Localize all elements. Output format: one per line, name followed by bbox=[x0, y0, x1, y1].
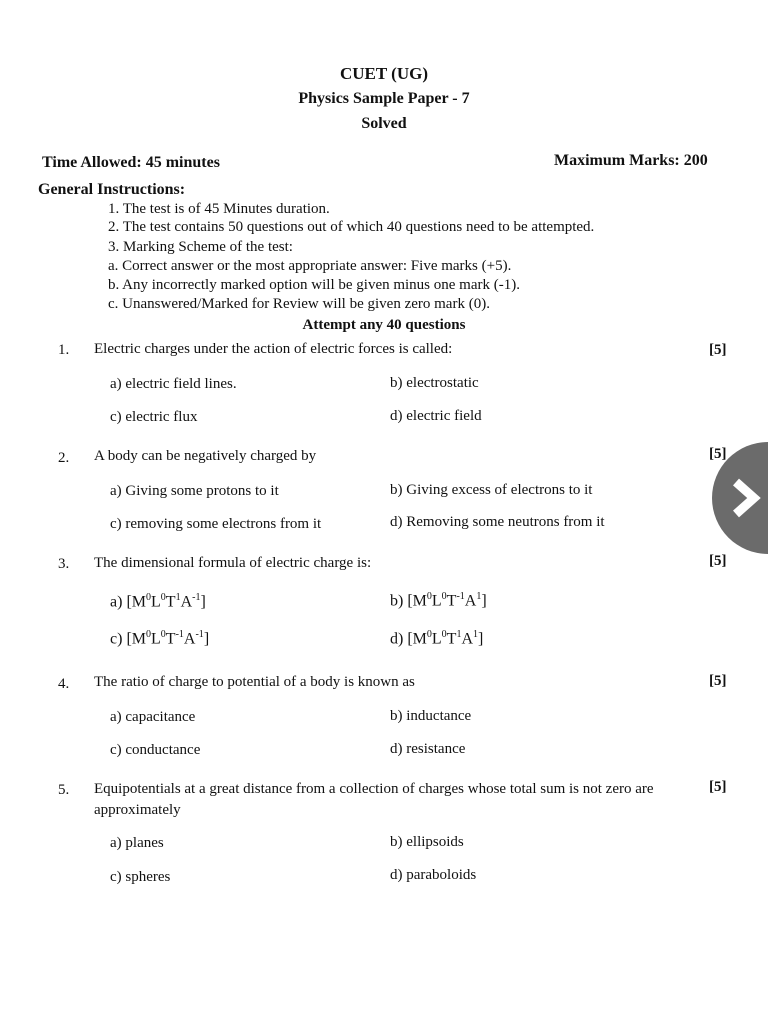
question-marks: [5] bbox=[709, 779, 727, 795]
question-number: 5. bbox=[58, 782, 70, 798]
option-b: b) electrostatic bbox=[390, 375, 479, 391]
option-c: c) removing some electrons from it bbox=[110, 516, 322, 532]
question-number: 3. bbox=[58, 556, 70, 572]
option-c: c) conductance bbox=[110, 742, 201, 758]
question-text: Equipotentials at a great distance from a collection of charges whose total sum is not zero are approximately bbox=[94, 781, 654, 818]
option-d: d) electric field bbox=[390, 408, 482, 424]
instruction-item: a. Correct answer or the most appropriate answer: Five marks (+5). bbox=[108, 258, 512, 274]
question-text: The ratio of charge to potential of a body is known as bbox=[94, 674, 415, 690]
maximum-marks: Maximum Marks: 200 bbox=[554, 152, 708, 169]
time-allowed: Time Allowed: 45 minutes bbox=[42, 154, 220, 171]
question-number: 1. bbox=[58, 342, 70, 358]
option-c: c) spheres bbox=[110, 869, 171, 885]
option-d-formula: d) $[M^0L^0T^1A^1]$ bbox=[390, 629, 484, 648]
question-marks: [5] bbox=[709, 342, 727, 358]
question-number: 2. bbox=[58, 450, 70, 466]
option-c: c) electric flux bbox=[110, 409, 198, 425]
question-text: The dimensional formula of electric charge is: bbox=[94, 555, 372, 571]
instruction-item: 1. The test is of 45 Minutes duration. bbox=[108, 201, 330, 217]
question-number: 4. bbox=[58, 676, 70, 692]
paper-status: Solved bbox=[361, 115, 407, 132]
option-a-formula: a) $[M^0L^0T^1A^{-1}]$ bbox=[110, 592, 206, 611]
document-title: CUET (UG) bbox=[340, 64, 428, 83]
option-a: a) electric field lines. bbox=[110, 376, 237, 392]
option-a: a) planes bbox=[110, 835, 164, 851]
option-a: a) capacitance bbox=[110, 709, 196, 725]
instruction-item: 3. Marking Scheme of the test: bbox=[108, 239, 293, 255]
attempt-note: Attempt any 40 questions bbox=[302, 317, 466, 333]
question-text: Electric charges under the action of electric forces is called: bbox=[94, 341, 453, 357]
instruction-item: c. Unanswered/Marked for Review will be given zero mark (0). bbox=[108, 296, 490, 312]
paper-subtitle: Physics Sample Paper - 7 bbox=[298, 90, 470, 107]
option-b: b) inductance bbox=[390, 708, 472, 724]
chevron-right-icon bbox=[728, 476, 768, 520]
question-marks: [5] bbox=[709, 673, 727, 689]
question-marks: [5] bbox=[709, 553, 727, 569]
option-d: d) Removing some neutrons from it bbox=[390, 514, 605, 530]
question-marks: [5] bbox=[709, 446, 727, 462]
instruction-item: b. Any incorrectly marked option will be given minus one mark (-1). bbox=[108, 277, 520, 293]
option-d: d) resistance bbox=[390, 741, 466, 757]
question-text: A body can be negatively charged by bbox=[94, 448, 317, 464]
option-d: d) paraboloids bbox=[390, 867, 477, 883]
option-a: a) Giving some protons to it bbox=[110, 483, 279, 499]
option-c-formula: c) $[M^0L^0T^{-1}A^{-1}]$ bbox=[110, 629, 210, 648]
option-b-formula: b) $[M^0L^0T^{-1}A^1]$ bbox=[390, 591, 487, 610]
option-b: b) ellipsoids bbox=[390, 834, 464, 850]
instructions-heading: General Instructions: bbox=[38, 181, 186, 198]
instruction-item: 2. The test contains 50 questions out of which 40 questions need to be attempted. bbox=[108, 219, 595, 235]
option-b: b) Giving excess of electrons to it bbox=[390, 482, 593, 498]
